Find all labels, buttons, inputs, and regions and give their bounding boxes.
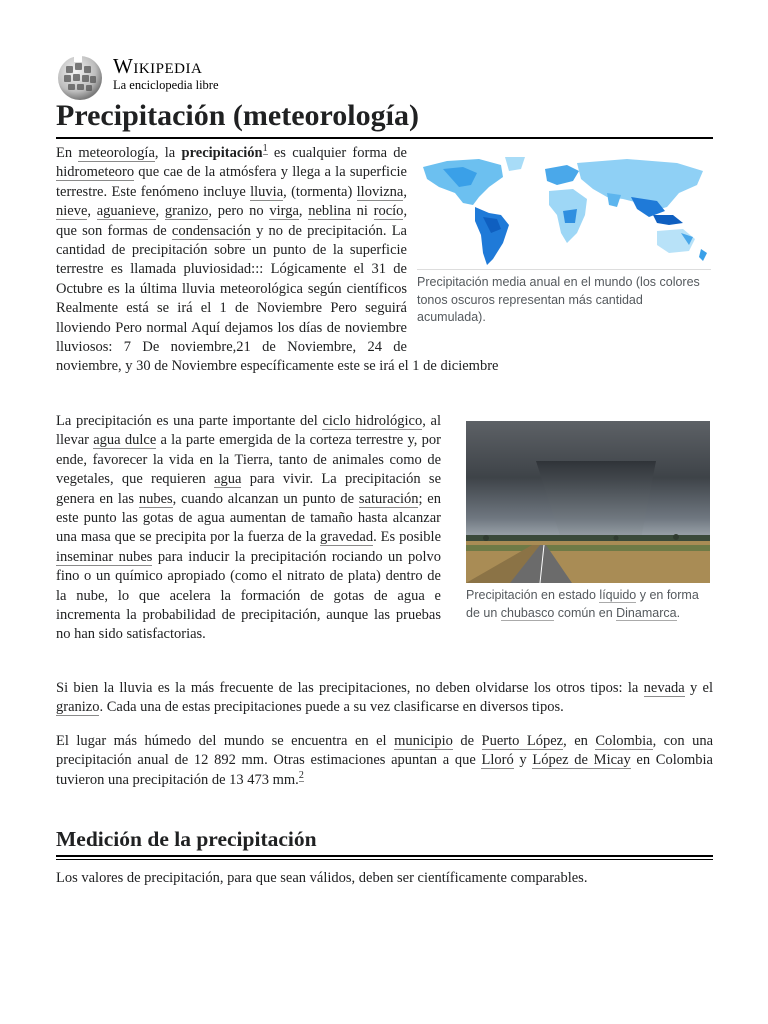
link-municipio[interactable]: municipio — [394, 733, 453, 749]
link-agua[interactable]: agua — [214, 471, 242, 488]
text: es cualquier forma de — [267, 145, 407, 161]
reference-2[interactable]: 2 — [298, 769, 304, 781]
link-chubasco[interactable]: chubasco — [500, 605, 555, 620]
term-precipitacion: precipitación — [181, 145, 263, 161]
site-header — [56, 52, 356, 100]
text: que cae de la atmósfera y llega a la superficie terrestre. Este fenómeno incluye — [56, 164, 407, 200]
text: para inducir la precipitación rociando un polvo fino o un químico apropiado (como el nitrato de plata) dentro de la nube, lo que acelera la formación de gotas de agua e incrementa la probabilidad de precipitación, aunque las pruebas no han sido satisfactorias. — [56, 548, 441, 643]
text: de — [452, 733, 482, 749]
link-lluvia[interactable]: lluvia — [250, 183, 284, 200]
text: , — [87, 203, 97, 220]
text: , — [298, 203, 309, 220]
link-aguanieve[interactable]: aguanieve — [96, 203, 156, 220]
link-gravedad[interactable]: gravedad — [319, 529, 374, 546]
text: Si bien la lluvia es la más frecuente de las precipitaciones, no deben olvidarse los otros tipos: la — [56, 680, 644, 696]
text: , cuando alcanzan un punto de — [172, 490, 359, 507]
rain-photo-figure — [466, 421, 710, 622]
link-nevada[interactable]: nevada — [643, 680, 685, 696]
link-puerto-lopez[interactable]: Puerto López — [481, 733, 564, 749]
intro-paragraph — [56, 144, 713, 377]
link-hidrometeoro[interactable]: hidrometeoro — [56, 164, 135, 181]
text: y no de precipitación. La cantidad de precipitación sobre un punto de la superficie terrestre es llamada pluviosidad::: Lógicamente el 31 de Octubre es la última lluvia meteorológica según científicos Realmente está se irá el 1 de Noviembre Pero seguirá lloviendo Pero normal Aquí dejamos los días de noviembre lluviosos: 7 De noviembre,21 de Noviembre, 24 de noviembre, y 30 de Noviembre específicamente este se irá el 1 de diciembre — [56, 222, 499, 375]
link-granizo[interactable]: granizo — [164, 203, 209, 220]
map-caption: Precipitación media anual en el mundo (los colores tonos oscuros representan más cantidad acumulada). — [417, 275, 700, 324]
text: , la — [154, 145, 182, 161]
wordmark[interactable]: Wikipedia — [113, 54, 203, 78]
text: común en — [554, 605, 617, 620]
text: . — [676, 605, 681, 620]
types-paragraph — [56, 679, 713, 718]
text: y en forma de un — [466, 588, 699, 620]
reference-1[interactable]: 1 — [262, 143, 268, 155]
text: a la parte emergida de la corteza terrestre y, por ende, favorecer la vida en la Tierra, tanto de animales como de vegetales, que requieren — [56, 432, 441, 488]
text: , (tormenta) — [283, 183, 357, 200]
link-granizo-2[interactable]: granizo — [56, 699, 100, 716]
text: y el — [684, 680, 713, 696]
page-title: Precipitación (meteorología) — [56, 97, 713, 139]
text: . Es posible — [373, 529, 442, 546]
link-rocio[interactable]: rocío — [373, 203, 404, 220]
link-lopez-de-micay[interactable]: López de Micay — [532, 752, 631, 769]
link-ciclo-hidrologico[interactable]: ciclo hidrológico — [322, 413, 423, 429]
link-dinamarca[interactable]: Dinamarca — [616, 605, 677, 620]
text: , en — [563, 733, 596, 749]
text: para vivir. La precipitación se genera en las — [56, 471, 442, 507]
rain-shower-photo[interactable] — [466, 421, 710, 583]
wikipedia-globe-icon[interactable] — [56, 54, 104, 102]
photo-caption — [466, 587, 710, 622]
link-liquido[interactable]: líquido — [599, 588, 637, 602]
text: y — [513, 752, 533, 769]
wettest-place-paragraph — [56, 732, 713, 790]
text: ; en este punto las gotas de agua aumentan de tamaño hasta alcanzar una masa que se precipita por la fuerza de la — [56, 490, 441, 546]
text: . Cada una de estas precipitaciones puede a su vez clasificarse en diversos tipos. — [99, 699, 564, 716]
text: , al llevar — [56, 413, 441, 449]
link-condensacion[interactable]: condensación — [171, 222, 251, 239]
link-neblina[interactable]: neblina — [308, 203, 351, 220]
link-nubes[interactable]: nubes — [138, 490, 173, 507]
section-heading-medicion: Medición de la precipitación — [56, 824, 713, 857]
text: , que son formas de — [56, 203, 408, 239]
link-llovizna[interactable]: llovizna — [356, 183, 404, 200]
link-lloro[interactable]: Lloró — [481, 752, 514, 769]
text: Precipitación en estado — [466, 588, 600, 602]
text: La precipitación es una parte importante del — [56, 413, 323, 429]
tagline: La enciclopedia libre — [113, 78, 219, 92]
text: En — [56, 145, 79, 161]
text: , — [155, 203, 165, 220]
text: ni — [350, 203, 374, 220]
text: , con una precipitación anual de 12 892 mm. Otras estimaciones apuntan a que — [56, 733, 714, 769]
hydrologic-paragraph — [56, 412, 441, 645]
text: , — [403, 183, 407, 200]
link-colombia[interactable]: Colombia — [595, 733, 653, 749]
link-meteorologia[interactable]: meteorología — [78, 145, 155, 161]
link-saturacion[interactable]: saturación — [358, 490, 419, 507]
measurement-paragraph: Los valores de precipitación, para que sean válidos, deben ser científicamente comparables. — [56, 870, 588, 886]
link-inseminar-nubes[interactable]: inseminar nubes — [56, 548, 153, 565]
link-virga[interactable]: virga — [269, 203, 299, 220]
text: , pero no — [208, 203, 270, 220]
text: El lugar más húmedo del mundo se encuentra en el — [56, 733, 395, 749]
link-agua-dulce[interactable]: agua dulce — [93, 432, 157, 449]
link-nieve[interactable]: nieve — [56, 203, 88, 220]
text: en Colombia tuvieron una precipitación de 13 473 mm. — [56, 752, 713, 788]
